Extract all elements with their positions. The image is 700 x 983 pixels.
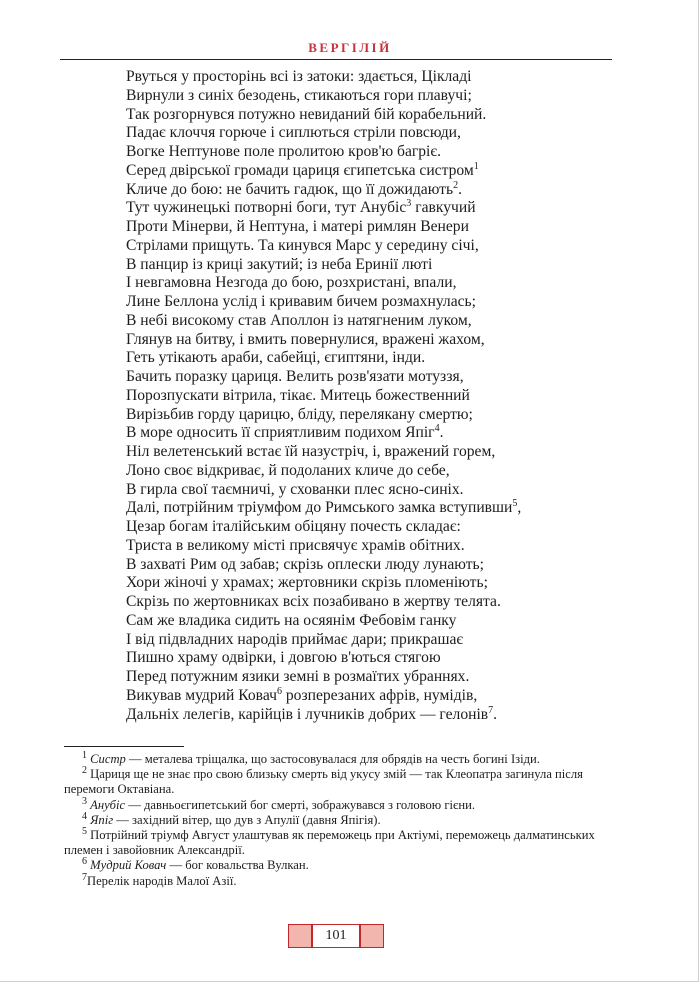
poem-line-text: гавкучий bbox=[411, 199, 476, 217]
poem-line: І невгамовна Незгода до бою, розхристані, впали, bbox=[126, 274, 457, 292]
footnote-term: Япіг bbox=[90, 812, 114, 827]
footnote-marker[interactable]: 4 bbox=[434, 423, 440, 435]
poem-line: Геть утікають араби, сабейці, єгиптяни, інди. bbox=[126, 349, 426, 367]
footnote-text: — бог ковальства Вулкан. bbox=[166, 858, 309, 873]
footnote-number: 3 bbox=[82, 795, 87, 807]
footnote-number: 4 bbox=[82, 810, 87, 822]
poem-line-text: Дальніх лелегів, карійців і лучників добрих — гелонів bbox=[126, 705, 489, 723]
footnote-marker[interactable]: 5 bbox=[512, 498, 518, 510]
footnote-text: — західний вітер, що дув з Апулії (давня Япігія). bbox=[113, 812, 381, 827]
footnote-marker[interactable]: 2 bbox=[453, 179, 459, 191]
poem-line: В небі високому став Аполлон із натягненим луком, bbox=[126, 311, 472, 329]
poem-line: Вогке Нептунове поле пролитою кров'ю багріє. bbox=[126, 143, 441, 160]
footnote-text: Цариця ще не знає про свою близьку смерть від укусу змій — так Клеопатра загинула після перемоги Октавіана. bbox=[64, 767, 583, 797]
poem-line: В панцир із криці закутий; із неба Еринії люті bbox=[126, 255, 433, 273]
poem-line: Падає клоччя горюче і сиплються стріли повсюди, bbox=[126, 124, 461, 142]
footnote-term: Мудрий Ковач bbox=[90, 858, 167, 873]
poem-text bbox=[126, 68, 606, 724]
footnote-marker[interactable]: 3 bbox=[406, 198, 412, 210]
poem-line-text: Тут чужинецькі потворні боги, тут Анубіс bbox=[126, 199, 407, 217]
poem-line-text: Серед двірської громади цариця єгипетська систром bbox=[126, 161, 474, 179]
poem-line: Далі, потрійним тріумфом до Римського замка вступивши$^5$, bbox=[126, 498, 522, 517]
poem-line: Ніл велетенський встає їй назустріч, і, вражений горем, bbox=[126, 443, 496, 460]
poem-line-text: розперезаних афрів, нумідів, bbox=[281, 686, 478, 704]
footnote-number: 7 bbox=[82, 871, 87, 883]
poem-line bbox=[126, 199, 606, 218]
footnotes bbox=[64, 749, 624, 889]
footnote-marker[interactable]: 7 bbox=[488, 704, 494, 716]
poem-line: Глянув на битву, і вмить повернулися, вражені жахом, bbox=[126, 330, 485, 348]
poem-line: В захваті Рим од забав; скрізь оплески люду лунають; bbox=[126, 555, 484, 573]
poem-line: Стрілами прищуть. Та кинувся Марс у середину січі, bbox=[126, 236, 479, 254]
poem-line: Пишно храму одвірки, і довгою в'ються стягою bbox=[126, 649, 441, 667]
poem-line bbox=[126, 687, 606, 706]
poem-line-text: В море односить її сприятливим подихом Япіг bbox=[126, 424, 435, 442]
poem-line: Бачить поразку цариця. Велить розв'язати мотуззя, bbox=[126, 368, 464, 385]
footnote-number: 6 bbox=[82, 856, 87, 868]
page-number-ornament-right bbox=[360, 924, 384, 948]
poem-line: Так розгорнувся потужно невиданий бій корабельний. bbox=[126, 105, 487, 123]
poem-line: Рвуться у просторінь всі із затоки: здається, Цікладі bbox=[126, 68, 472, 85]
poem-line-text: Викував мудрий Ковач bbox=[126, 686, 277, 704]
footnote-number: 5 bbox=[82, 825, 87, 837]
poem-line: Хори жіночі у храмах; жертовники скрізь пломеніють; bbox=[126, 574, 488, 592]
footnote bbox=[64, 749, 624, 767]
poem-line: Дальніх лелегів, карійців і лучників добрих — гелонів$^7$. bbox=[126, 704, 498, 723]
poem-line: Сам же владика сидить на осяянім Фебовім ганку bbox=[126, 611, 457, 629]
poem-line: Лоно своє відкриває, й подоланих кличе до себе, bbox=[126, 461, 450, 479]
footnote-marker[interactable]: 6 bbox=[276, 685, 282, 697]
poem-line: Лине Беллона услід і кривавим бичем розмахнулась; bbox=[126, 293, 476, 310]
footnote-separator bbox=[64, 746, 184, 747]
poem-line: Скрізь по жертовниках всіх позабивано в жертву телята. bbox=[126, 593, 501, 610]
footnote-text: Потрійний тріумф Август улаштував як переможець при Актіумі, переможець далматинських племен і завойовник Александрії. bbox=[64, 828, 595, 858]
footnote-text: Перелік народів Малої Азії. bbox=[87, 873, 237, 888]
header-rule bbox=[60, 59, 612, 60]
running-title: ВЕРГІЛІЙ bbox=[308, 40, 392, 55]
footnote bbox=[64, 795, 624, 813]
footnote-term: Систр bbox=[90, 752, 126, 766]
poem-line: Проти Мінерви, й Нептуна, і матері римлян Венери bbox=[126, 218, 469, 235]
poem-line: Вирнули з синіх безодень, стикаються гори плавучі; bbox=[126, 86, 472, 104]
footnote-text: — металева тріщалка, що застосовувалася для обрядів на честь богині Ізіди. bbox=[125, 752, 540, 766]
poem-line: В море односить її сприятливим подихом Япіг$^4$. bbox=[126, 423, 444, 442]
footnote-number: 2 bbox=[82, 765, 87, 777]
footnote bbox=[64, 858, 624, 873]
footnote bbox=[64, 767, 624, 797]
footnote-number: 1 bbox=[82, 749, 87, 761]
poem-line bbox=[126, 162, 606, 181]
page-number-ornament-left bbox=[288, 924, 312, 948]
footnote-text: — давньоєгипетський бог смерті, зображувався з головою гієни. bbox=[125, 797, 476, 812]
footnote bbox=[64, 825, 624, 858]
poem-line: Перед потужним язики земні в розмаїтих убраннях. bbox=[126, 668, 470, 685]
poem-line: Цезар богам італійським обіцяну почесть складає: bbox=[126, 518, 461, 535]
footnote bbox=[64, 810, 624, 828]
poem-line: Триста в великому місті присвячує храмів обітних. bbox=[126, 536, 465, 554]
poem-line: Кличе до бою: не бачить гадюк, що її дожидають$^2$. bbox=[126, 179, 462, 198]
poem-line: В гирла свої таємничі, у схованки плес ясно-синіх. bbox=[126, 480, 464, 498]
poem-line-text: Кличе до бою: не бачить гадюк, що її дожидають bbox=[126, 180, 454, 198]
poem-line: Вирізьбив горду царицю, бліду, перелякану смертю; bbox=[126, 405, 473, 423]
footnote-marker[interactable]: 1 bbox=[473, 160, 479, 172]
page-number: 101 bbox=[312, 924, 360, 948]
footnote-term: Анубіс bbox=[90, 797, 126, 812]
poem-line-text: Далі, потрійним тріумфом до Римського замка вступивши bbox=[126, 499, 513, 517]
page-number-box bbox=[288, 924, 384, 948]
poem-line: І від підвладних народів приймає дари; прикрашає bbox=[126, 630, 464, 648]
footnote bbox=[64, 871, 624, 889]
poem-line: Порозпускати вітрила, тікає. Митець божественний bbox=[126, 386, 470, 404]
